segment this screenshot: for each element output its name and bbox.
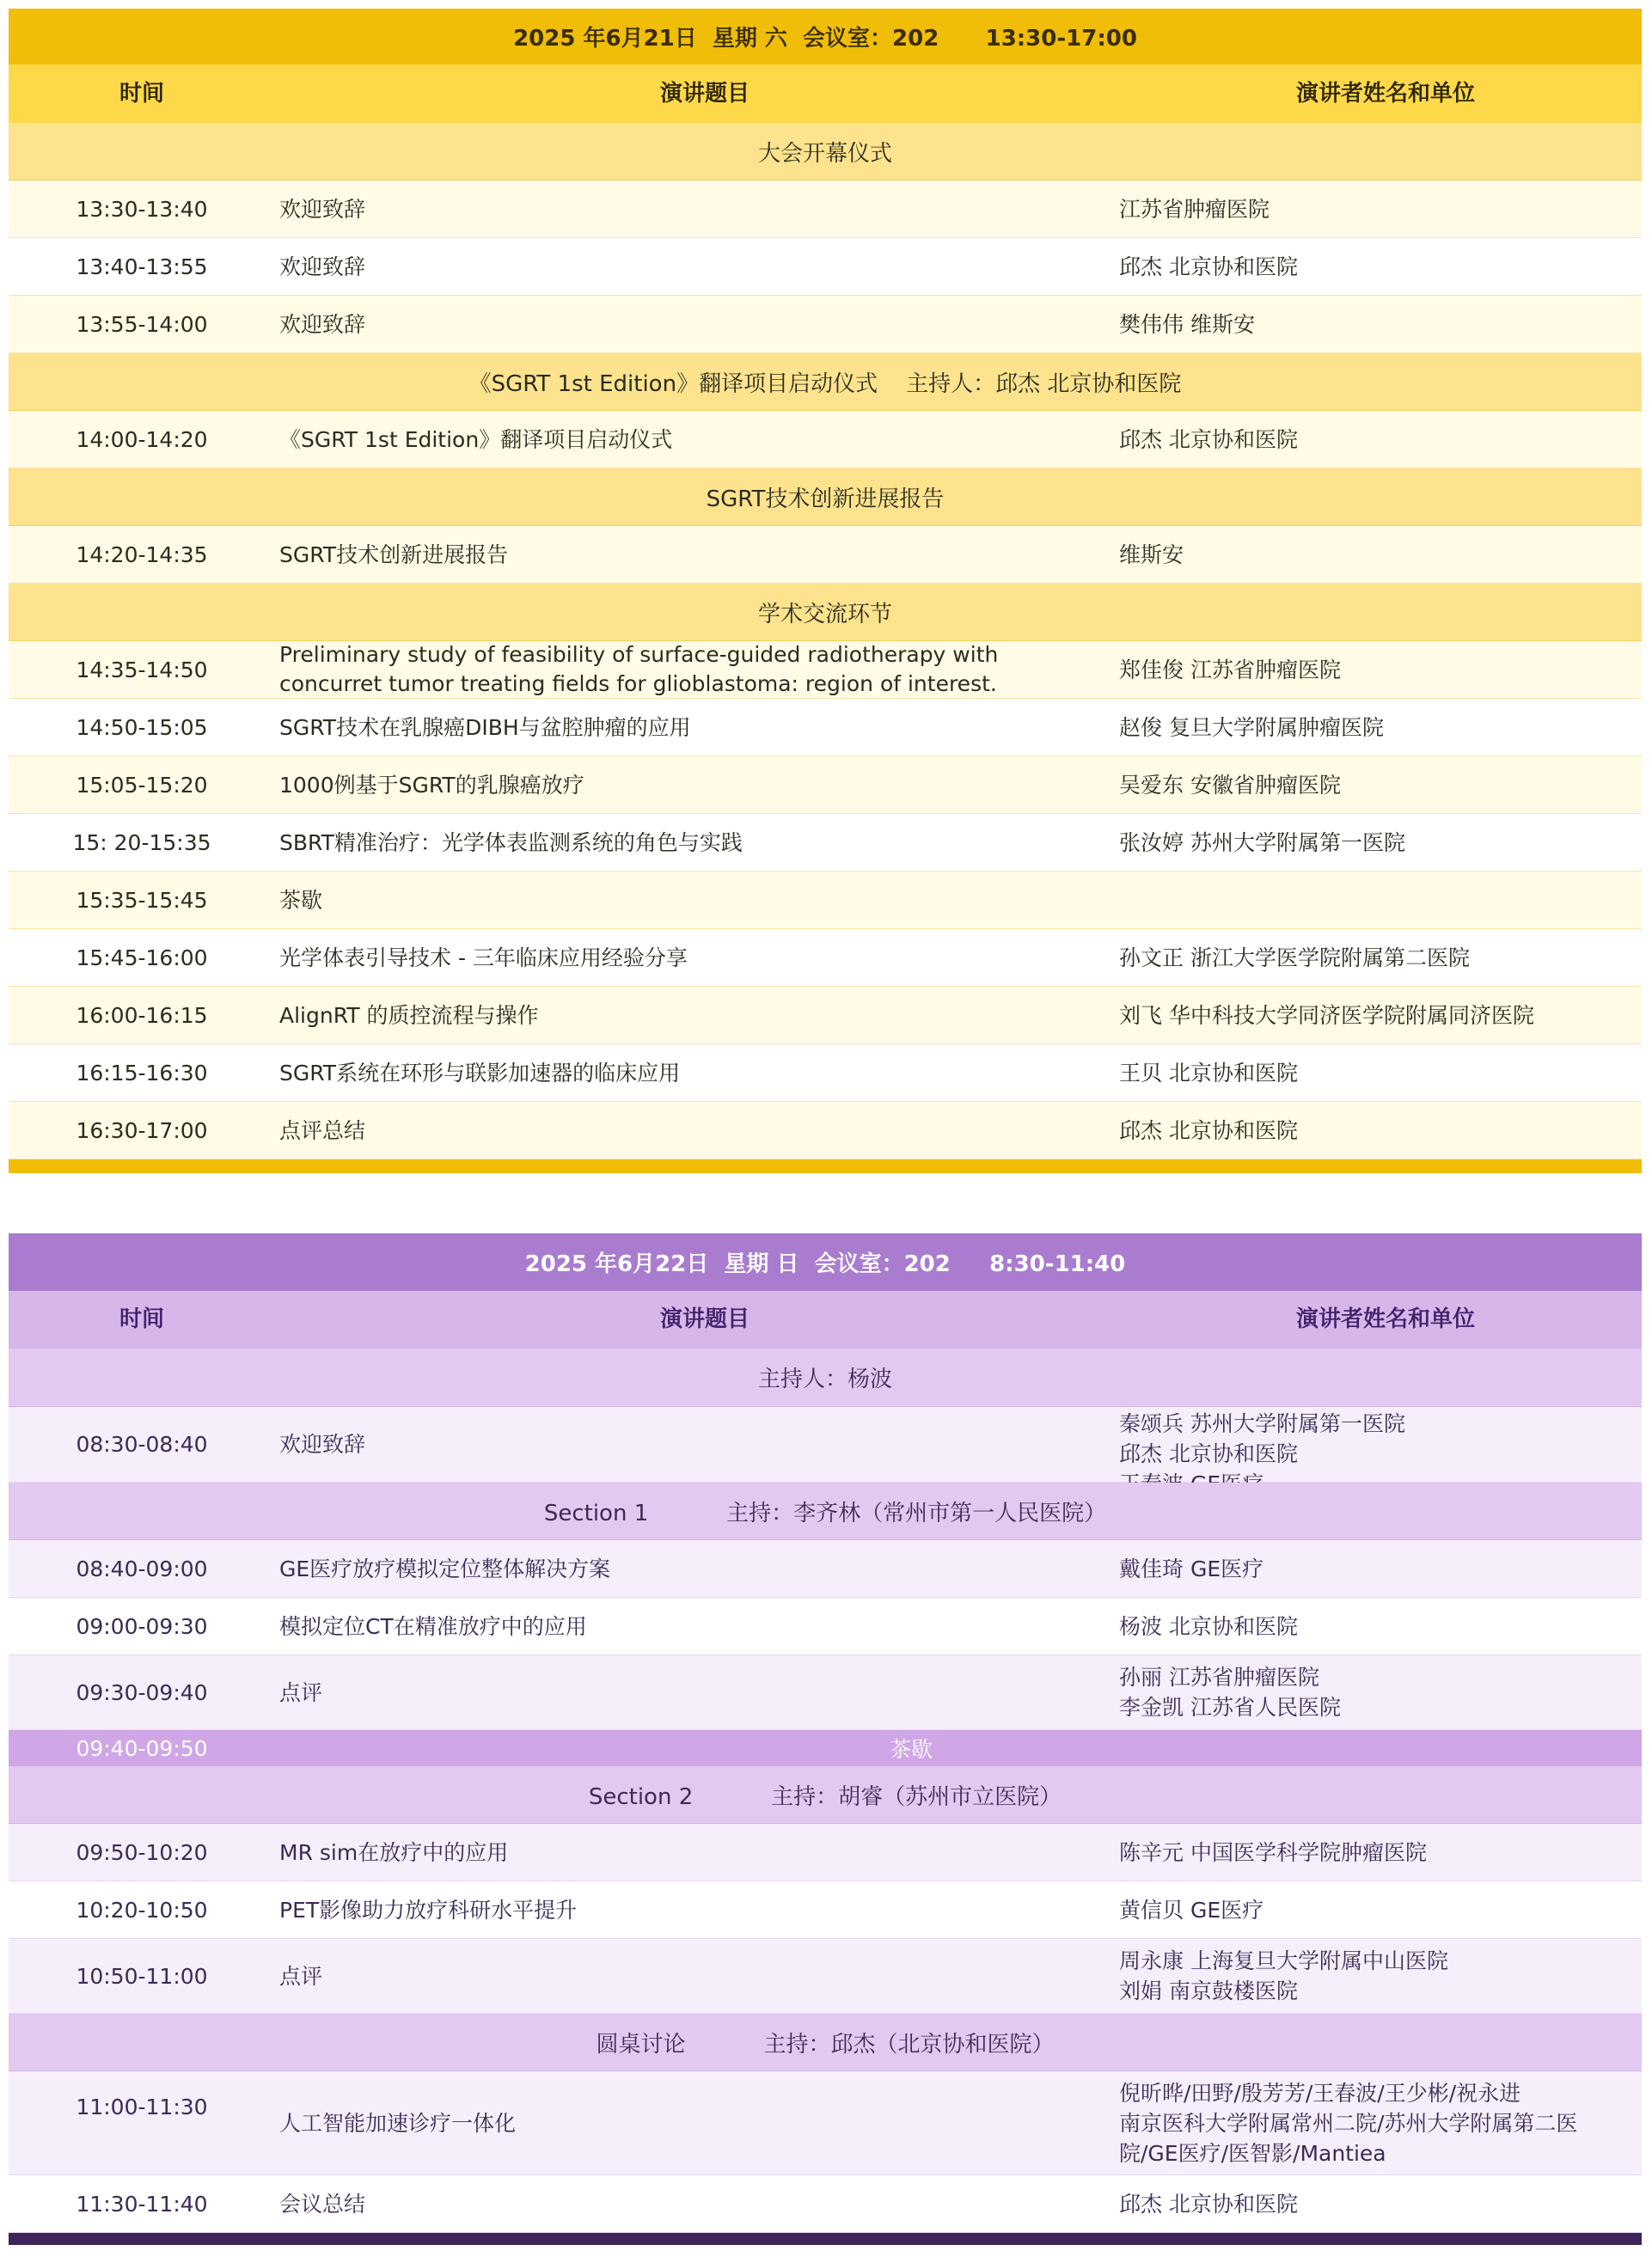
- table-row: [9, 814, 1642, 872]
- time-cell: 11:30-11:40: [76, 2191, 208, 2217]
- title-cell: Preliminary study of feasibility of surface-guided radiotherapy with concurret tumor treating fields for glioblastoma: region of interest.: [279, 642, 999, 696]
- time-cell: 16:00-16:15: [76, 1002, 208, 1028]
- time-cell: 14:50-15:05: [76, 714, 208, 740]
- title-cell: 会议总结: [279, 2191, 366, 2217]
- speaker-cell: 邱杰 北京协和医院: [1119, 426, 1298, 452]
- section-title: Section 2 主持：胡睿（苏州市立医院）: [588, 1783, 1062, 1810]
- time-cell: 13:40-13:55: [76, 254, 208, 279]
- section-title: 圆桌讨论 主持：邱杰（北京协和医院）: [596, 2031, 1055, 2058]
- tea-break-row: [9, 1730, 1642, 1766]
- section-title: SGRT技术创新进展报告: [706, 486, 945, 512]
- title-cell: SBRT精准治疗：光学体表监测系统的角色与实践: [279, 829, 743, 855]
- speaker-cell: 黄信贝 GE医疗: [1119, 1897, 1264, 1923]
- section-title: 主持人：杨波: [757, 1367, 892, 1392]
- speaker-cell: 邱杰 北京协和医院: [1119, 254, 1298, 279]
- table-row: [9, 2175, 1642, 2233]
- table-row: [9, 872, 1642, 929]
- speaker-cell: 赵俊 复旦大学附属肿瘤医院: [1119, 714, 1384, 740]
- title-cell: 模拟定位CT在精准放疗中的应用: [279, 1613, 587, 1639]
- speaker-cell: 樊伟伟 维斯安: [1119, 311, 1255, 337]
- day2-schedule-table: [9, 1233, 1642, 2245]
- title-cell: GE医疗放疗模拟定位整体解决方案: [279, 1556, 611, 1581]
- time-cell: 15:35-15:45: [76, 887, 208, 913]
- day1-header-row: [9, 9, 1642, 64]
- title-cell: 人工智能加速诊疗一体化: [279, 2110, 517, 2136]
- table-row: [9, 1598, 1642, 1655]
- table-row: [9, 296, 1642, 353]
- col-time-header: 时间: [119, 1306, 164, 1332]
- title-cell: 欢迎致辞: [279, 254, 366, 279]
- section-title: 《SGRT 1st Edition》翻译项目启动仪式 主持人：邱杰 北京协和医院: [468, 370, 1182, 397]
- table-row: [9, 987, 1642, 1044]
- table-row: [9, 1939, 1642, 2014]
- time-cell: 15:05-15:20: [76, 772, 208, 798]
- time-cell: 08:30-08:40: [76, 1432, 208, 1457]
- time-cell: 11:00-11:30: [76, 2095, 208, 2119]
- time-cell: 09:30-09:40: [76, 1679, 208, 1705]
- title-cell: 光学体表引导技术 - 三年临床应用经验分享: [279, 945, 688, 970]
- table-row: [9, 929, 1642, 987]
- section-row: [9, 1483, 1642, 1540]
- table-footer-bar: [9, 2233, 1642, 2245]
- day2-header: 2025 年6月22日 星期 日 会议室：202 8:30-11:40: [524, 1251, 1126, 1277]
- speaker-cell: 陈辛元 中国医学科学院肿瘤医院: [1119, 1839, 1427, 1865]
- time-cell: 10:50-11:00: [76, 1963, 208, 1989]
- title-cell: 《SGRT 1st Edition》翻译项目启动仪式: [279, 426, 673, 452]
- section-row: [9, 584, 1642, 641]
- title-cell: 点评: [279, 1679, 323, 1705]
- speaker-cell: 张汝婷 苏州大学附属第一医院: [1119, 829, 1405, 855]
- section-title: Section 1 主持：李齐林（常州市第一人民医院）: [543, 1500, 1107, 1526]
- title-cell: 欢迎致辞: [279, 1432, 366, 1457]
- table-row: [9, 1824, 1642, 1881]
- col-speaker-header: 演讲者姓名和单位: [1295, 1306, 1475, 1332]
- table-row: [9, 699, 1642, 756]
- title-cell: 欢迎致辞: [279, 196, 366, 222]
- speaker-cell: 维斯安: [1119, 541, 1184, 567]
- table-row: [9, 756, 1642, 814]
- time-cell: 13:30-13:40: [76, 196, 208, 222]
- title-cell: MR sim在放疗中的应用: [279, 1839, 509, 1865]
- speaker-cell: 王贝 北京协和医院: [1119, 1060, 1298, 1086]
- title-cell: 点评总结: [279, 1117, 366, 1143]
- section-row: [9, 1349, 1642, 1407]
- time-cell: 09:00-09:30: [76, 1613, 208, 1639]
- table-row: [9, 1655, 1642, 1730]
- speaker-cell: 邱杰 北京协和医院: [1119, 1117, 1298, 1143]
- day2-header-row: [9, 1233, 1642, 1291]
- section-row: [9, 1766, 1642, 1824]
- time-cell: 13:55-14:00: [76, 311, 208, 337]
- speaker-cell: 吴爱东 安徽省肿瘤医院: [1119, 772, 1341, 798]
- speaker-cell: 邱杰 北京协和医院: [1119, 2191, 1298, 2217]
- title-cell: 茶歇: [279, 887, 323, 913]
- table-row: [9, 2071, 1642, 2175]
- table-row: [9, 1044, 1642, 1102]
- speaker-cell: 刘飞 华中科技大学同济医学院附属同济医院: [1119, 1002, 1534, 1028]
- table-row: [9, 1540, 1642, 1598]
- time-cell: 16:15-16:30: [76, 1060, 208, 1086]
- time-cell: 14:20-14:35: [76, 541, 208, 567]
- speaker-cell: 孙文正 浙江大学医学院附属第二医院: [1119, 945, 1470, 970]
- tea-break-label: 茶歇: [889, 1737, 933, 1762]
- section-title: 大会开幕仪式: [757, 140, 892, 167]
- speaker-cell: 周永康 上海复旦大学附属中山医院 刘娟 南京鼓楼医院: [1119, 1948, 1448, 2003]
- title-cell: SGRT技术在乳腺癌DIBH与盆腔肿瘤的应用: [279, 714, 691, 740]
- speaker-cell: 江苏省肿瘤医院: [1119, 196, 1270, 222]
- title-cell: 1000例基于SGRT的乳腺癌放疗: [279, 772, 584, 798]
- col-speaker-header: 演讲者姓名和单位: [1295, 80, 1475, 107]
- table-row: [9, 526, 1642, 584]
- title-cell: 点评: [279, 1963, 323, 1989]
- section-row: [9, 468, 1642, 526]
- day1-column-header-row: [9, 64, 1642, 123]
- time-cell: 16:30-17:00: [76, 1117, 208, 1143]
- table-row: [9, 1102, 1642, 1159]
- time-cell: 08:40-09:00: [76, 1556, 208, 1581]
- speaker-cell: 郑佳俊 江苏省肿瘤医院: [1119, 657, 1341, 682]
- table-row: [9, 411, 1642, 468]
- time-cell: 10:20-10:50: [76, 1897, 208, 1923]
- section-title: 学术交流环节: [757, 601, 892, 627]
- table-row: [9, 180, 1642, 238]
- col-title-header: 演讲题目: [659, 1306, 750, 1332]
- speaker-cell: 杨波 北京协和医院: [1119, 1613, 1298, 1639]
- time-cell: 09:40-09:50: [76, 1735, 208, 1761]
- title-cell: PET影像助力放疗科研水平提升: [279, 1897, 578, 1923]
- title-cell: AlignRT 的质控流程与操作: [279, 1002, 539, 1028]
- day1-schedule-table: [9, 9, 1642, 1173]
- time-cell: 15: 20-15:35: [72, 829, 211, 855]
- section-row: [9, 353, 1642, 411]
- speaker-cell: [1119, 872, 1633, 928]
- time-cell: 09:50-10:20: [76, 1839, 208, 1865]
- section-row: [9, 123, 1642, 180]
- title-cell: 欢迎致辞: [279, 311, 366, 337]
- time-cell: 14:35-14:50: [76, 657, 208, 682]
- table-row: [9, 238, 1642, 296]
- speaker-cell: 孙丽 江苏省肿瘤医院 李金凯 江苏省人民医院: [1119, 1665, 1341, 1720]
- day1-header: 2025 年6月21日 星期 六 会议室：202 13:30-17:00: [513, 26, 1137, 52]
- title-cell: SGRT系统在环形与联影加速器的临床应用: [279, 1060, 681, 1086]
- title-cell: SGRT技术创新进展报告: [279, 541, 509, 567]
- time-cell: 14:00-14:20: [76, 426, 208, 452]
- section-row: [9, 2014, 1642, 2071]
- table-row: [9, 641, 1642, 699]
- speaker-cell: 倪昕晔/田野/殷芳芳/王春波/王少彬/祝永进 南京医科大学附属常州二院/苏州大学附属第二医院/GE医疗/医智影/Mantiea: [1119, 2080, 1578, 2166]
- col-title-header: 演讲题目: [659, 80, 750, 107]
- time-cell: 15:45-16:00: [76, 945, 208, 970]
- col-time-header: 时间: [119, 80, 164, 107]
- speaker-cell: 戴佳琦 GE医疗: [1119, 1556, 1264, 1581]
- table-row: [9, 1881, 1642, 1939]
- table-row: [9, 1407, 1642, 1483]
- table-footer-bar: [9, 1159, 1642, 1173]
- speaker-cell: 秦颂兵 苏州大学附属第一医院 邱杰 北京协和医院: [1119, 1411, 1405, 1466]
- day2-column-header-row: [9, 1291, 1642, 1349]
